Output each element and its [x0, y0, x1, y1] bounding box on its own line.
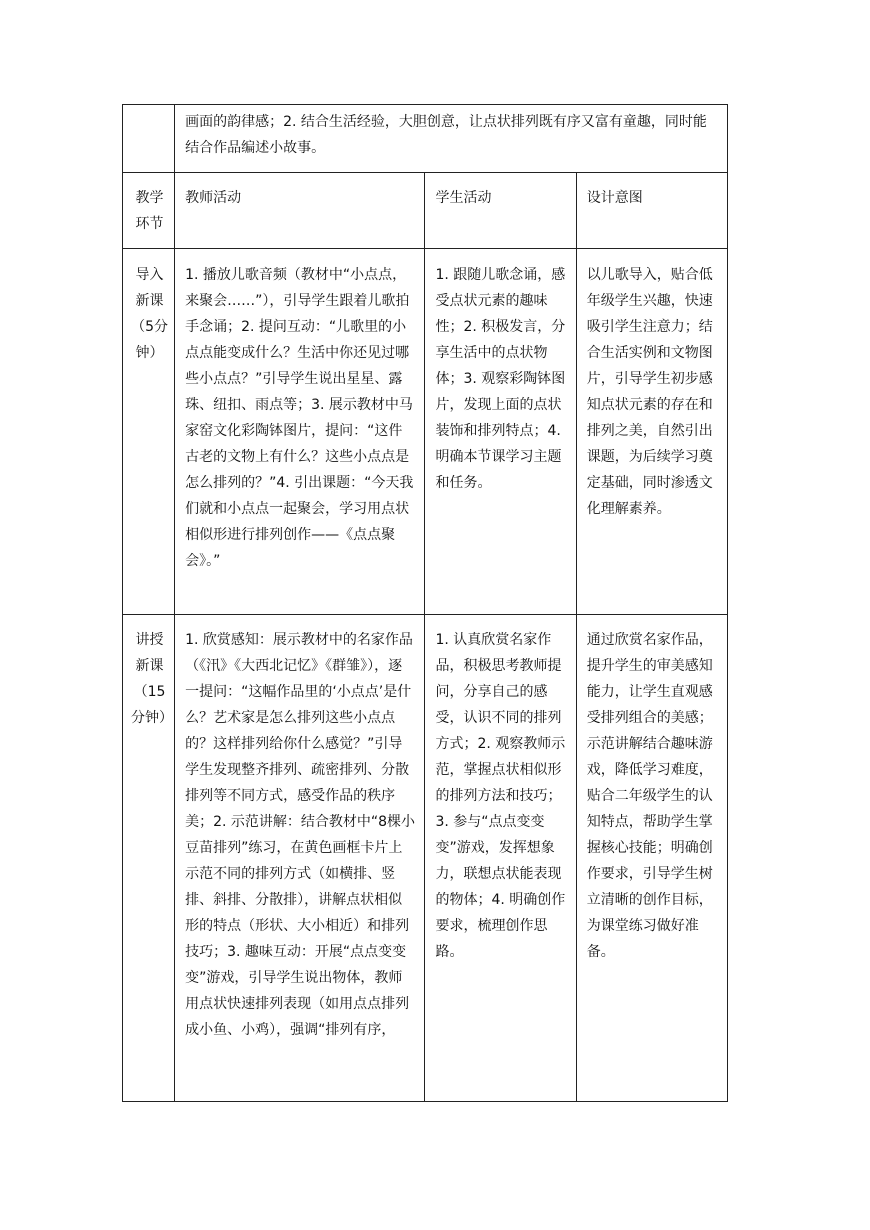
- header-teacher: [175, 173, 425, 249]
- teacher-activity-text: 1. 欣赏感知：展示教材中的名家作品（《汛》《大西北记忆》《群雏》），逐一提问：“这幅作品里的‘小点点’是什么？艺术家是怎么排列这些小点点的？这样排列给你什么感觉？”引导学生发现整齐排列、疏密排列、分散排列等不同方式，感受作品的秩序美；2. 示范讲解：结合教材中“8棵小豆苗排列”练习，在黄色画框卡片上示范不同的排列方式（如横排、竖排、斜排、分散排），讲解点状相似形的特点（形状、大小相近）和排列技巧；3. 趣味互动：开展“点点变变变”游戏，引导学生说出物体，教师用点状快速排列表现（如用点点排列成小鱼、小鸡），强调“排列有序，: [185, 632, 416, 1038]
- stage-text: 讲授新课（15分钟）: [131, 632, 173, 726]
- stage-cell: [123, 249, 175, 615]
- header-intent: [576, 173, 727, 249]
- design-intent-text: 通过欣赏名家作品，提升学生的审美感知能力，让学生直观感受排列组合的美感；示范讲解结合趣味游戏，降低学习难度，贴合二年级学生的认知特点，帮助学生掌握核心技能；明确创作要求，引导学生树立清晰的创作目标，为课堂练习做好准备。: [586, 632, 713, 960]
- table-row: [123, 615, 728, 1102]
- header-stage-text: 教学环节: [135, 190, 164, 232]
- objective-cell: [175, 105, 728, 173]
- design-intent-cell: [576, 249, 727, 615]
- header-student-text: 学生活动: [435, 190, 492, 206]
- header-student: [425, 173, 576, 249]
- design-intent-cell: [576, 615, 727, 1102]
- student-activity-cell: [425, 249, 576, 615]
- table-row: [123, 249, 728, 615]
- teacher-activity-text: 1. 播放儿歌音频（教材中“小点点，来聚会……”），引导学生跟着儿歌拍手念诵；2. 提问互动：“儿歌里的小点点能变成什么？生活中你还见过哪些小点点？”引导学生说出星星、露珠、纽扣、雨点等；3. 展示教材中马家窑文化彩陶钵图片，提问：“这件古老的文物上有什么？这些小点点是怎么排列的？”4. 引出课题：“今天我们就和小点点一起聚会，学习用点状相似形进行排列创作——《点点聚会》。”: [185, 267, 414, 569]
- lesson-plan-table: [122, 104, 728, 1102]
- header-stage: [123, 173, 175, 249]
- header-row: [123, 173, 728, 249]
- design-intent-text: 以儿歌导入，贴合低年级学生兴趣，快速吸引学生注意力；结合生活实例和文物图片，引导学生初步感知点状元素的存在和排列之美，自然引出课题，为后续学习奠定基础，同时渗透文化理解素养。: [586, 267, 713, 517]
- header-teacher-text: 教师活动: [185, 190, 242, 206]
- stage-text: 导入新课（5分钟）: [131, 267, 168, 361]
- teacher-activity-cell: [175, 615, 425, 1102]
- header-intent-text: 设计意图: [586, 190, 643, 206]
- student-activity-text: 1. 跟随儿歌念诵，感受点状元素的趣味性；2. 积极发言，分享生活中的点状物体；3. 观察彩陶钵图片，发现上面的点状装饰和排列特点；4. 明确本节课学习主题和任务。: [435, 267, 566, 491]
- student-activity-text: 1. 认真欣赏名家作品，积极思考教师提问，分享自己的感受，认识不同的排列方式；2. 观察教师示范，掌握点状相似形的排列方法和技巧；3. 参与“点点变变变”游戏，发挥想象力，联想点状能表现的物体；4. 明确创作要求，梳理创作思路。: [435, 632, 566, 960]
- stage-cell: [123, 615, 175, 1102]
- objective-text: 画面的韵律感；2. 结合生活经验，大胆创意，让点状排列既有序又富有童趣，同时能结合作品编述小故事。: [185, 114, 707, 156]
- student-activity-cell: [425, 615, 576, 1102]
- teacher-activity-cell: [175, 249, 425, 615]
- empty-cell: [123, 105, 175, 173]
- table-row: [123, 105, 728, 173]
